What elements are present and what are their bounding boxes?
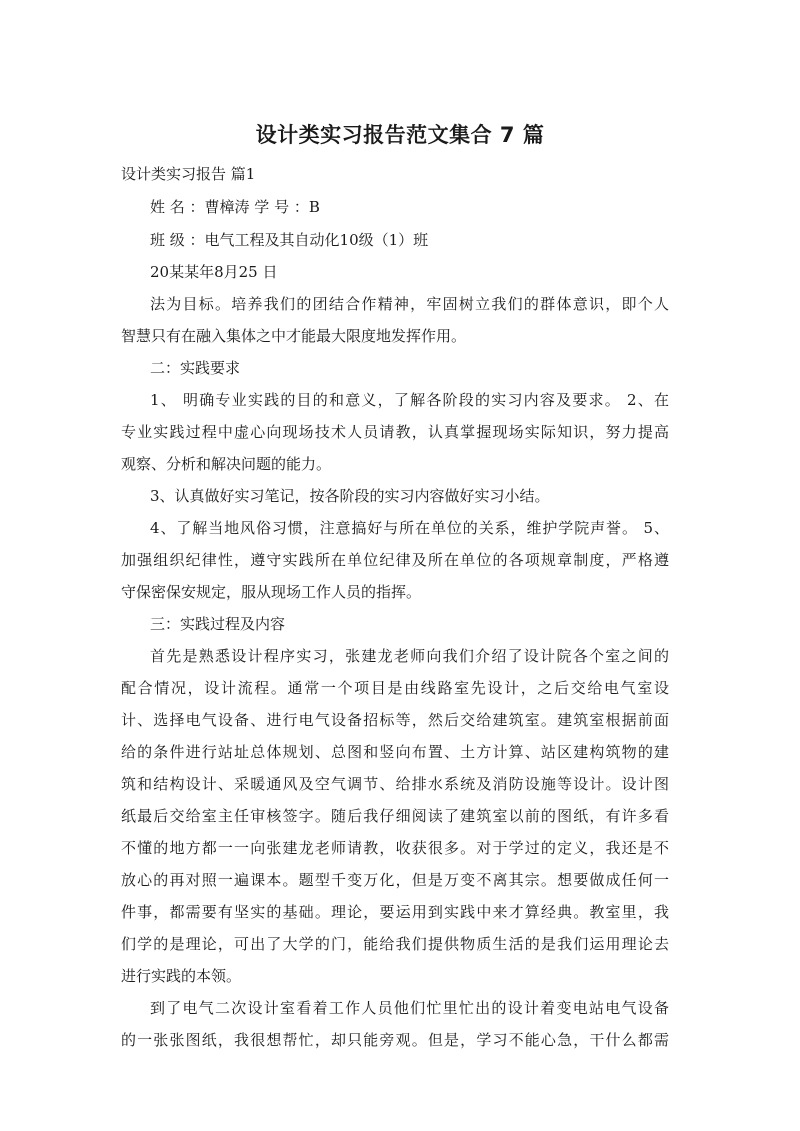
date-line: 20某某年8月25 日 <box>150 263 278 281</box>
paragraph-line: 们学的是理论，可出了大学的门，能给我们提供物质生活的是我们运用理论去 <box>121 935 669 953</box>
class-line: 班 级 ：电气工程及其自动化10级（1）班 <box>150 231 429 249</box>
paragraph-line: 守保密保安规定，服从现场工作人员的指挥。 <box>121 583 422 601</box>
paragraph-line: 法为目标。培养我们的团结合作精神，牢固树立我们的群体意识，即个人 <box>150 295 669 313</box>
paragraph-line: 到了电气二次设计室看着工作人员他们忙里忙出的设计着变电站电气设备 <box>150 999 669 1017</box>
paragraph-line: 1、 明确专业实践的目的和意义，了解各阶段的实习内容及要求。 2、在 <box>150 391 669 409</box>
paragraph-line: 放心的再对照一遍课本。题型千变万化，但是万变不离其宗。想要做成任何一 <box>121 871 669 889</box>
paragraph-line: 不懂的地方都一一向张建龙老师请教，收获很多。对于学过的定义，我还是不 <box>121 839 669 857</box>
paragraph-line: 给的条件进行站址总体规划、总图和竖向布置、土方计算、站区建构筑物的建 <box>121 743 669 761</box>
document-title: 设计类实习报告范文集合 7 篇 <box>255 123 545 147</box>
paragraph-line: 智慧只有在融入集体之中才能最大限度地发挥作用。 <box>121 327 467 345</box>
name-line: 姓 名 ：曹樟涛 学 号 ：B <box>150 198 320 216</box>
subheading: 三：实践过程及内容 <box>150 615 286 633</box>
paragraph-line: 4、了解当地风俗习惯，注意搞好与所在单位的关系，维护学院声誉。 5、 <box>150 519 669 537</box>
paragraph-line: 计、选择电气设备、进行电气设备招标等，然后交给建筑室。建筑室根据前面 <box>121 711 669 729</box>
subheading: 二：实践要求 <box>150 359 241 377</box>
paragraph-line: 加强组织纪律性，遵守实践所在单位纪律及所在单位的各项规章制度，严格遵 <box>121 551 669 569</box>
paragraph-line: 筑和结构设计、采暖通风及空气调节、给排水系统及消防设施等设计。设计图 <box>121 775 669 793</box>
paragraph-line: 配合情况，设计流程。通常一个项目是由线路室先设计，之后交给电气室设 <box>121 679 669 697</box>
paragraph-line: 观察、分析和解决问题的能力。 <box>121 455 332 473</box>
paragraph-line: 的一张张图纸，我很想帮忙，却只能旁观。但是，学习不能心急，干什么都需 <box>121 1031 669 1049</box>
paragraph-line: 件事，都需要有坚实的基础。理论，要运用到实践中来才算经典。教室里，我 <box>121 903 669 921</box>
paragraph-line: 纸最后交给室主任审核签字。随后我仔细阅读了建筑室以前的图纸，有许多看 <box>121 807 669 825</box>
paragraph-line: 3、认真做好实习笔记，按各阶段的实习内容做好实习小结。 <box>150 487 550 505</box>
section-heading: 设计类实习报告 篇1 <box>121 165 256 183</box>
paragraph-line: 进行实践的本领。 <box>121 967 242 985</box>
paragraph-line: 专业实践过程中虚心向现场技术人员请教，认真掌握现场实际知识，努力提高 <box>121 423 669 441</box>
paragraph-line: 首先是熟悉设计程序实习，张建龙老师向我们介绍了设计院各个室之间的 <box>150 647 669 665</box>
